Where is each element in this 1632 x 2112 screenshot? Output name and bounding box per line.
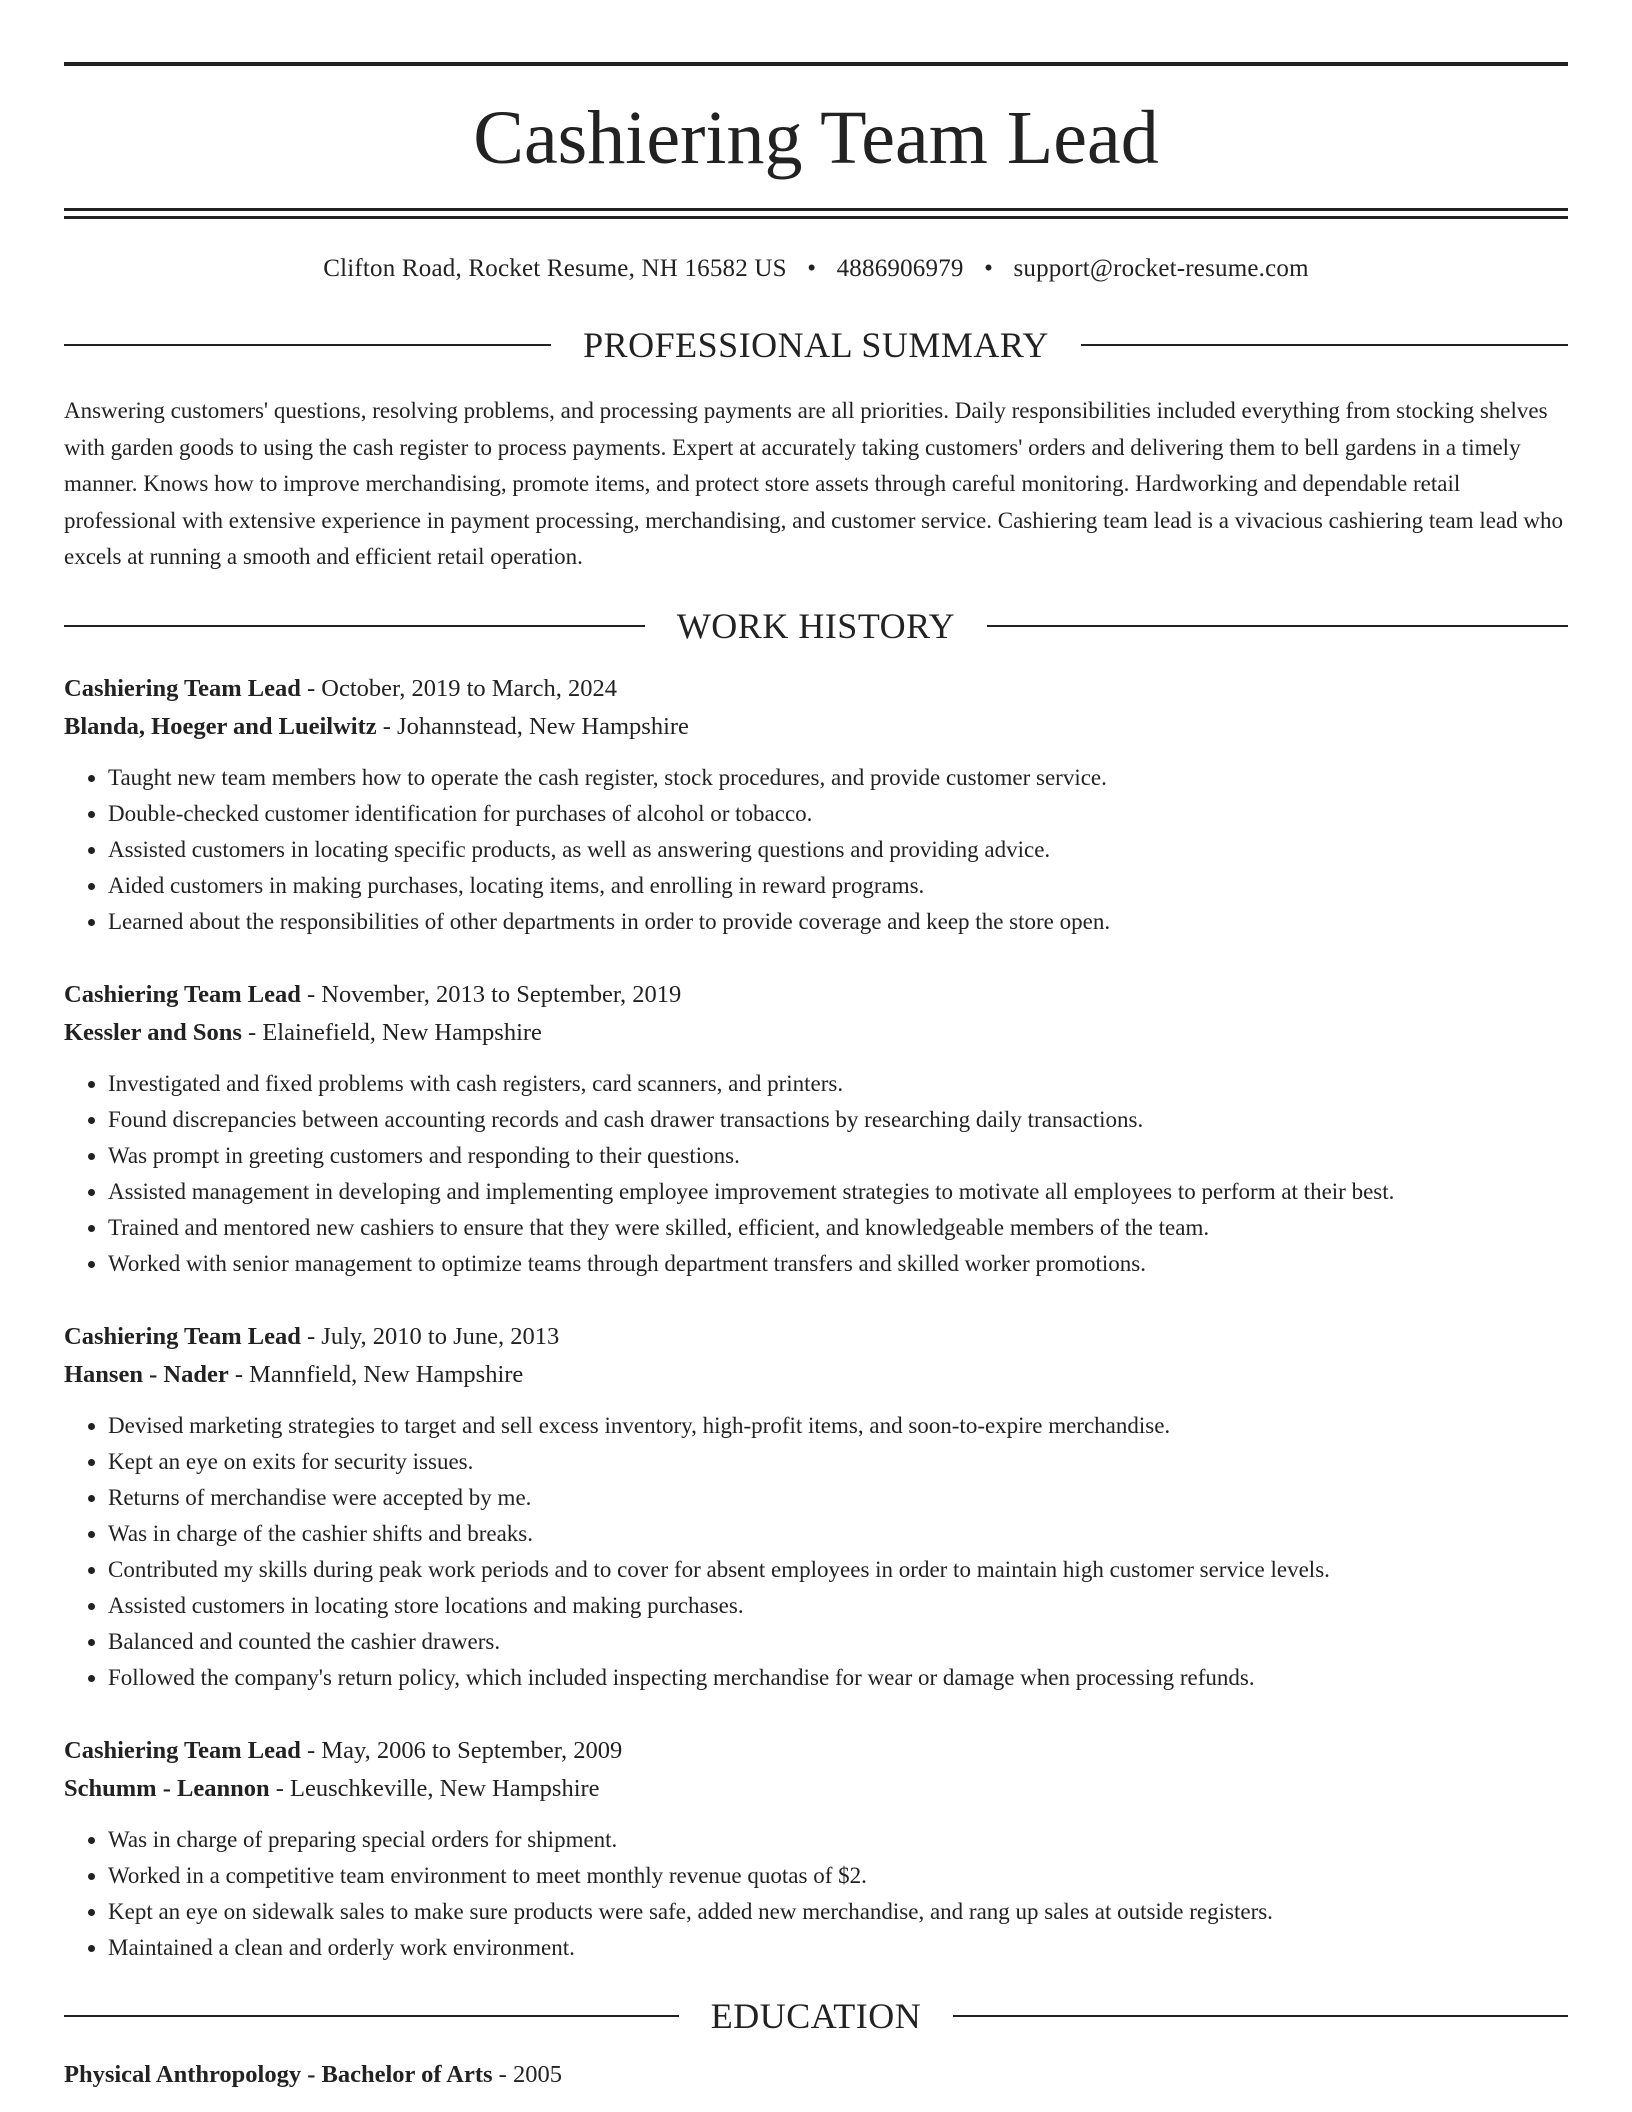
job-bullet: • Returns of merchandise were accepted by me. <box>108 1480 1568 1516</box>
job-location: - Elainefield, New Hampshire <box>241 1018 542 1046</box>
job-bullet: • Was prompt in greeting customers and responding to their questions. <box>108 1138 1568 1174</box>
job-title: Cashiering Team Lead <box>64 1322 301 1350</box>
work-history-list <box>64 670 1568 1966</box>
contact-address: Clifton Road, Rocket Resume, NH 16582 US <box>323 255 787 282</box>
job-bullet: • Worked in a competitive team environment to meet monthly revenue quotas of $2. <box>108 1858 1568 1894</box>
job-bullet: • Assisted customers in locating specific products, as well as answering questions and providing advice. <box>108 832 1568 868</box>
job-entry <box>64 976 1568 1282</box>
section-rule-right <box>1081 344 1568 346</box>
job-bullets <box>64 760 1568 940</box>
job-bullet: • Maintained a clean and orderly work environment. <box>108 1930 1568 1966</box>
job-title-line <box>64 1318 1568 1356</box>
section-title-education: EDUCATION <box>710 1995 922 2036</box>
top-rule <box>64 62 1568 66</box>
job-bullet: • Taught new team members how to operate the cash register, stock procedures, and provide customer service. <box>108 760 1568 796</box>
job-entry <box>64 1732 1568 1966</box>
job-bullet: • Learned about the responsibilities of other departments in order to provide coverage and keep the store open. <box>108 904 1568 940</box>
job-dates: - October, 2019 to March, 2024 <box>300 674 617 702</box>
job-bullet: • Balanced and counted the cashier drawers. <box>108 1624 1568 1660</box>
section-rule-left <box>64 2015 679 2017</box>
job-bullets <box>64 1066 1568 1282</box>
section-title-work: WORK HISTORY <box>676 605 956 646</box>
section-rule-right <box>953 2015 1568 2017</box>
job-bullet: • Aided customers in making purchases, locating items, and enrolling in reward programs. <box>108 868 1568 904</box>
job-bullet: • Was in charge of preparing special orders for shipment. <box>108 1822 1568 1858</box>
professional-summary: Answering customers' questions, resolving problems, and processing payments are all priorities. Daily responsibilities included everything from stocking shelves with garden goods to using the cash register to process payments. Expert at accurately taking customers' orders and delivering them to bell gardens in a timely manner. Knows how to improve merchandising, promote items, and protect store assets through careful monitoring. Hardworking and dependable retail professional with extensive experience in payment processing, merchandising, and customer service. Cashiering team lead is a vivacious cashiering team lead who excels at running a smooth and efficient retail operation. <box>64 398 1563 569</box>
job-bullet: • Devised marketing strategies to target and sell excess inventory, high-profit items, and soon-to-expire merchandise. <box>108 1408 1568 1444</box>
contact-line <box>64 255 1568 283</box>
job-bullet: • Found discrepancies between accounting records and cash drawer transactions by researching daily transactions. <box>108 1102 1568 1138</box>
job-title-line <box>64 976 1568 1014</box>
job-location: - Mannfield, New Hampshire <box>228 1360 524 1388</box>
job-bullet: • Double-checked customer identification for purchases of alcohol or tobacco. <box>108 796 1568 832</box>
job-company: Blanda, Hoeger and Lueilwitz <box>64 712 377 740</box>
resume-title: Cashiering Team Lead <box>473 96 1159 180</box>
resume-page <box>64 0 1568 2094</box>
section-header-work <box>64 605 1568 646</box>
job-bullet: • Assisted management in developing and implementing employee improvement strategies to motivate all employees to perform at their best. <box>108 1174 1568 1210</box>
job-entry <box>64 1318 1568 1696</box>
job-entry <box>64 670 1568 940</box>
contact-separator: • <box>807 255 817 282</box>
education-year: - 2005 <box>492 2060 562 2088</box>
job-bullets <box>64 1822 1568 1966</box>
section-header-summary <box>64 327 1568 363</box>
job-title-line <box>64 1732 1568 1770</box>
title-double-rule <box>64 208 1568 219</box>
contact-separator: • <box>984 255 994 282</box>
job-dates: - July, 2010 to June, 2013 <box>300 1322 560 1350</box>
job-dates: - November, 2013 to September, 2019 <box>300 980 682 1008</box>
job-title: Cashiering Team Lead <box>64 980 301 1008</box>
section-rule-right <box>987 625 1568 627</box>
job-bullets <box>64 1408 1568 1696</box>
education-entry <box>64 2056 1568 2094</box>
job-location: - Johannstead, New Hampshire <box>376 712 689 740</box>
job-company: Hansen - Nader <box>64 1360 229 1388</box>
contact-email: support@rocket-resume.com <box>1013 255 1309 282</box>
job-bullet: • Contributed my skills during peak work periods and to cover for absent employees in order to maintain high customer service levels. <box>108 1552 1568 1588</box>
job-bullet: • Kept an eye on sidewalk sales to make sure products were safe, added new merchandise, and rang up sales at outside registers. <box>108 1894 1568 1930</box>
job-company-line <box>64 1770 1568 1808</box>
job-bullet: • Was in charge of the cashier shifts and breaks. <box>108 1516 1568 1552</box>
job-dates: - May, 2006 to September, 2009 <box>300 1736 623 1764</box>
job-title: Cashiering Team Lead <box>64 1736 301 1764</box>
job-bullet: • Assisted customers in locating store locations and making purchases. <box>108 1588 1568 1624</box>
section-rule-left <box>64 344 551 346</box>
job-company-line <box>64 1356 1568 1394</box>
contact-phone: 4886906979 <box>836 255 964 282</box>
job-bullet: • Worked with senior management to optimize teams through department transfers and skilled worker promotions. <box>108 1246 1568 1282</box>
job-bullet: • Followed the company's return policy, which included inspecting merchandise for wear or damage when processing refunds. <box>108 1660 1568 1696</box>
job-company: Schumm - Leannon <box>64 1774 270 1802</box>
job-company-line <box>64 1014 1568 1052</box>
job-location: - Leuschkeville, New Hampshire <box>269 1774 600 1802</box>
job-title-line <box>64 670 1568 708</box>
job-company: Kessler and Sons <box>64 1018 242 1046</box>
job-title: Cashiering Team Lead <box>64 674 301 702</box>
job-bullet: • Trained and mentored new cashiers to ensure that they were skilled, efficient, and knowledgeable members of the team. <box>108 1210 1568 1246</box>
section-title-summary: PROFESSIONAL SUMMARY <box>583 325 1049 365</box>
job-company-line <box>64 708 1568 746</box>
section-header-education <box>64 1995 1568 2036</box>
job-bullet: • Kept an eye on exits for security issues. <box>108 1444 1568 1480</box>
job-bullet: • Investigated and fixed problems with cash registers, card scanners, and printers. <box>108 1066 1568 1102</box>
section-rule-left <box>64 625 645 627</box>
education-degree: Physical Anthropology - Bachelor of Arts <box>64 2060 493 2088</box>
